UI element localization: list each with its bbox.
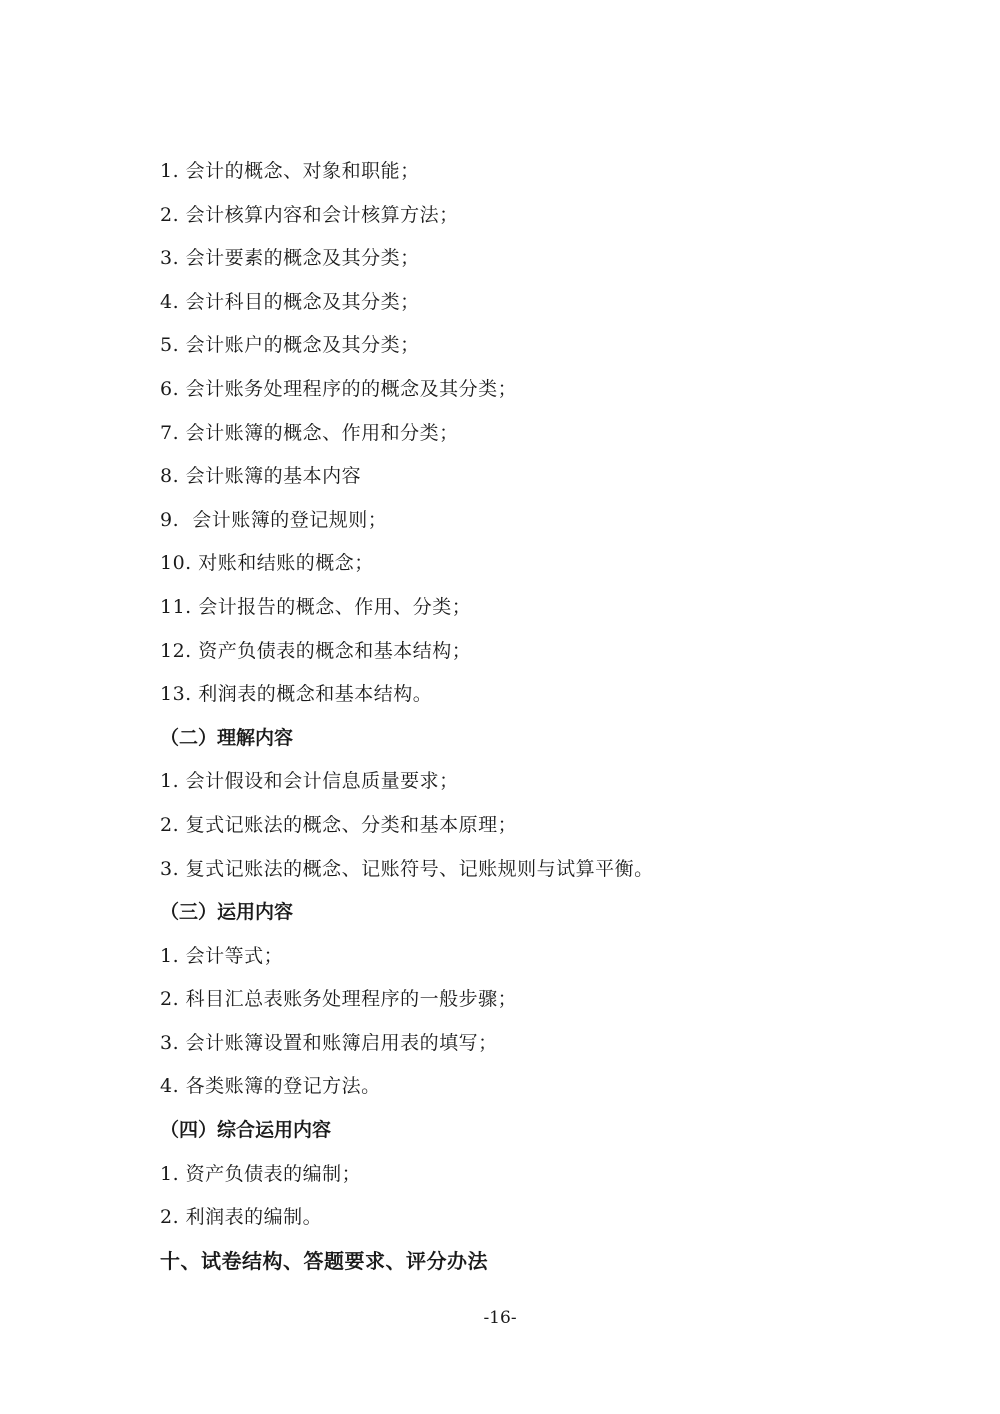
list-item: 1. 会计等式； [160, 944, 284, 967]
list-item: 5. 会计账户的概念及其分类； [160, 334, 420, 357]
document-body [160, 150, 880, 1283]
page-number: -16- [483, 1308, 517, 1328]
list-item: 2. 利润表的编制。 [160, 1206, 323, 1229]
list-item: 3. 复式记账法的概念、记账符号、记账规则与试算平衡。 [160, 857, 654, 880]
list-item: 9. 会计账簿的登记规则； [160, 508, 388, 531]
list-item: 1. 会计假设和会计信息质量要求； [160, 770, 459, 793]
list-item: 6. 会计账务处理程序的的概念及其分类； [160, 377, 518, 400]
list-item: 4. 会计科目的概念及其分类； [160, 290, 420, 313]
subsection-heading: （四）综合运用内容 [160, 1119, 332, 1142]
list-item: 10. 对账和结账的概念； [160, 552, 374, 575]
list-item: 1. 会计的概念、对象和职能； [160, 160, 420, 182]
list-item: 1. 资产负债表的编制； [160, 1162, 362, 1185]
list-item: 2. 科目汇总表账务处理程序的一般步骤； [160, 988, 518, 1011]
list-item: 12. 资产负债表的概念和基本结构； [160, 639, 472, 662]
list-item: 2. 复式记账法的概念、分类和基本原理； [160, 813, 518, 836]
subsection-heading: （三）运用内容 [160, 901, 294, 924]
list-item: 11. 会计报告的概念、作用、分类； [160, 595, 472, 618]
list-item: 3. 会计要素的概念及其分类； [160, 247, 420, 270]
list-item: 7. 会计账簿的概念、作用和分类； [160, 421, 459, 444]
list-item: 3. 会计账簿设置和账簿启用表的填写； [160, 1031, 498, 1054]
subsection-heading: （二）理解内容 [160, 726, 294, 749]
list-item: 13. 利润表的概念和基本结构。 [160, 683, 433, 706]
list-item: 8. 会计账簿的基本内容 [160, 465, 362, 488]
section-heading: 十、试卷结构、答题要求、评分办法 [160, 1248, 488, 1273]
list-item: 2. 会计核算内容和会计核算方法； [160, 203, 459, 226]
list-item: 4. 各类账簿的登记方法。 [160, 1075, 381, 1098]
